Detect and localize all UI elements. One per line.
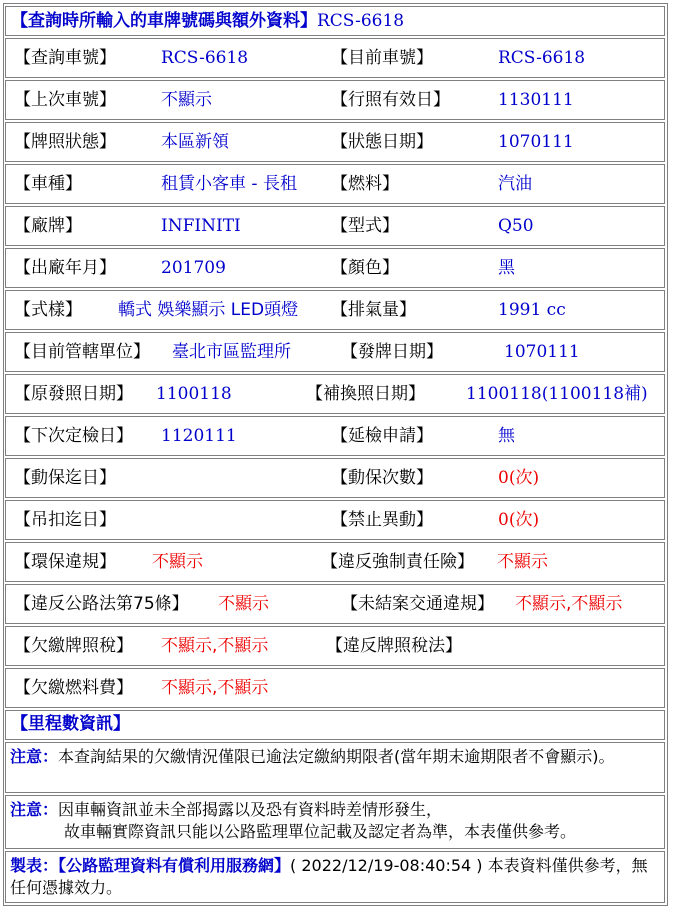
field-label: 【顏色】 — [331, 258, 399, 278]
table-row — [5, 584, 665, 624]
note1-row — [5, 742, 665, 793]
field-label: 【燃料】 — [331, 174, 399, 194]
field-value: 不顯示 — [161, 90, 212, 110]
title-plate: RCS-6618 — [317, 11, 405, 31]
field-value: 汽油 — [498, 174, 532, 194]
field-label: 【違反公路法第75條】 — [14, 594, 189, 614]
field-label: 【排氣量】 — [331, 300, 416, 320]
table-row — [5, 122, 665, 162]
footer-text: 製表：【公路監理資料有償利用服務網】( 2022/12/19-08:40:54 ) 本表資料僅供參考，無任何憑據效力。 — [10, 856, 648, 897]
service-link[interactable]: 【公路監理資料有償利用服務網】 — [58, 856, 291, 875]
field-label: 【違反強制責任險】 — [321, 552, 474, 572]
field-value: 黑 — [498, 258, 515, 278]
field-value: 不顯示,不顯示 — [515, 594, 623, 614]
field-value: 無 — [498, 426, 515, 446]
field-label: 【禁止異動】 — [331, 510, 433, 530]
footer-row — [5, 851, 665, 903]
field-value: 1991 cc — [498, 300, 566, 320]
mileage-label: 【里程數資訊】 — [11, 714, 130, 734]
table-row — [5, 38, 665, 78]
field-value: 1100118(1100118補) — [466, 384, 648, 404]
table-row — [5, 332, 665, 372]
note2-text: 注意：因車輛資訊並未全部揭露以及恐有資料時差情形發生， 故車輛實際資訊只能以公路監理單位記載及認定者為準，本表僅供參考。 — [10, 800, 577, 841]
table-row — [5, 416, 665, 456]
field-value: 轎式 娛樂顯示 LED頭燈 — [118, 300, 299, 320]
field-label: 【上次車號】 — [14, 90, 116, 110]
field-label: 【出廠年月】 — [14, 258, 116, 278]
table-row — [5, 374, 665, 414]
field-value: 不顯示 — [218, 594, 269, 614]
field-label: 【車種】 — [14, 174, 82, 194]
field-label: 【環保違規】 — [14, 552, 116, 572]
table-row — [5, 626, 665, 666]
field-label: 【違反牌照稅法】 — [326, 636, 462, 656]
field-label: 【延檢申請】 — [331, 426, 433, 446]
field-label: 【牌照狀態】 — [14, 132, 116, 152]
field-label: 【狀態日期】 — [331, 132, 433, 152]
footer-label: 製表： — [10, 856, 59, 875]
field-label: 【補換照日期】 — [306, 384, 425, 404]
field-value: 本區新領 — [161, 132, 229, 152]
field-label: 【欠繳燃料費】 — [14, 678, 133, 698]
field-value: RCS-6618 — [161, 48, 249, 68]
field-label: 【查詢車號】 — [14, 48, 116, 68]
mileage-row — [5, 710, 665, 740]
field-value: 不顯示,不顯示 — [161, 678, 269, 698]
table-row — [5, 80, 665, 120]
table-row — [5, 164, 665, 204]
field-value: 0(次) — [498, 510, 540, 530]
field-value: 1070111 — [498, 132, 574, 152]
title-label: 【查詢時所輸入的車牌號碼與額外資料】 — [11, 11, 317, 31]
field-label: 【行照有效日】 — [331, 90, 450, 110]
table-row — [5, 458, 665, 498]
field-value: 1100118 — [156, 384, 232, 404]
field-label: 【欠繳牌照稅】 — [14, 636, 133, 656]
field-label: 【吊扣迄日】 — [14, 510, 116, 530]
table-row — [5, 290, 665, 330]
field-value: 租賃小客車 - 長租 — [161, 174, 297, 194]
table-row — [5, 500, 665, 540]
field-label: 【原發照日期】 — [14, 384, 133, 404]
field-value: 1070111 — [504, 342, 580, 362]
field-label: 【未結案交通違規】 — [341, 594, 494, 614]
field-value: 0(次) — [498, 468, 540, 488]
field-value: 201709 — [161, 258, 226, 278]
field-label: 【發牌日期】 — [341, 342, 443, 362]
field-value: RCS-6618 — [498, 48, 586, 68]
field-label: 【下次定檢日】 — [14, 426, 133, 446]
field-label: 【目前管轄單位】 — [14, 342, 150, 362]
title-row — [5, 6, 665, 36]
field-value: 不顯示 — [497, 552, 548, 572]
field-value: Q50 — [498, 216, 534, 236]
note2-row — [5, 795, 665, 849]
field-label: 【動保迄日】 — [14, 468, 116, 488]
field-value: 1120111 — [161, 426, 237, 446]
note2-label: 注意： — [10, 800, 59, 819]
field-value: 不顯示,不顯示 — [161, 636, 269, 656]
field-value: 臺北市區監理所 — [172, 342, 291, 362]
table-row — [5, 542, 665, 582]
field-value: 1130111 — [498, 90, 574, 110]
field-label: 【廠牌】 — [14, 216, 82, 236]
field-label: 【目前車號】 — [331, 48, 433, 68]
table-row — [5, 206, 665, 246]
field-label: 【型式】 — [331, 216, 399, 236]
note1-label: 注意： — [10, 747, 59, 766]
field-value: 不顯示 — [152, 552, 203, 572]
field-label: 【動保次數】 — [331, 468, 433, 488]
note1-text: 注意：本查詢結果的欠繳情況僅限已逾法定繳納期限者(當年期末逾期限者不會顯示)。 — [10, 747, 615, 766]
table-row — [5, 248, 665, 288]
field-value: INFINITI — [161, 216, 241, 236]
title-text — [11, 7, 404, 35]
field-label: 【式樣】 — [14, 300, 82, 320]
table-row — [5, 668, 665, 708]
